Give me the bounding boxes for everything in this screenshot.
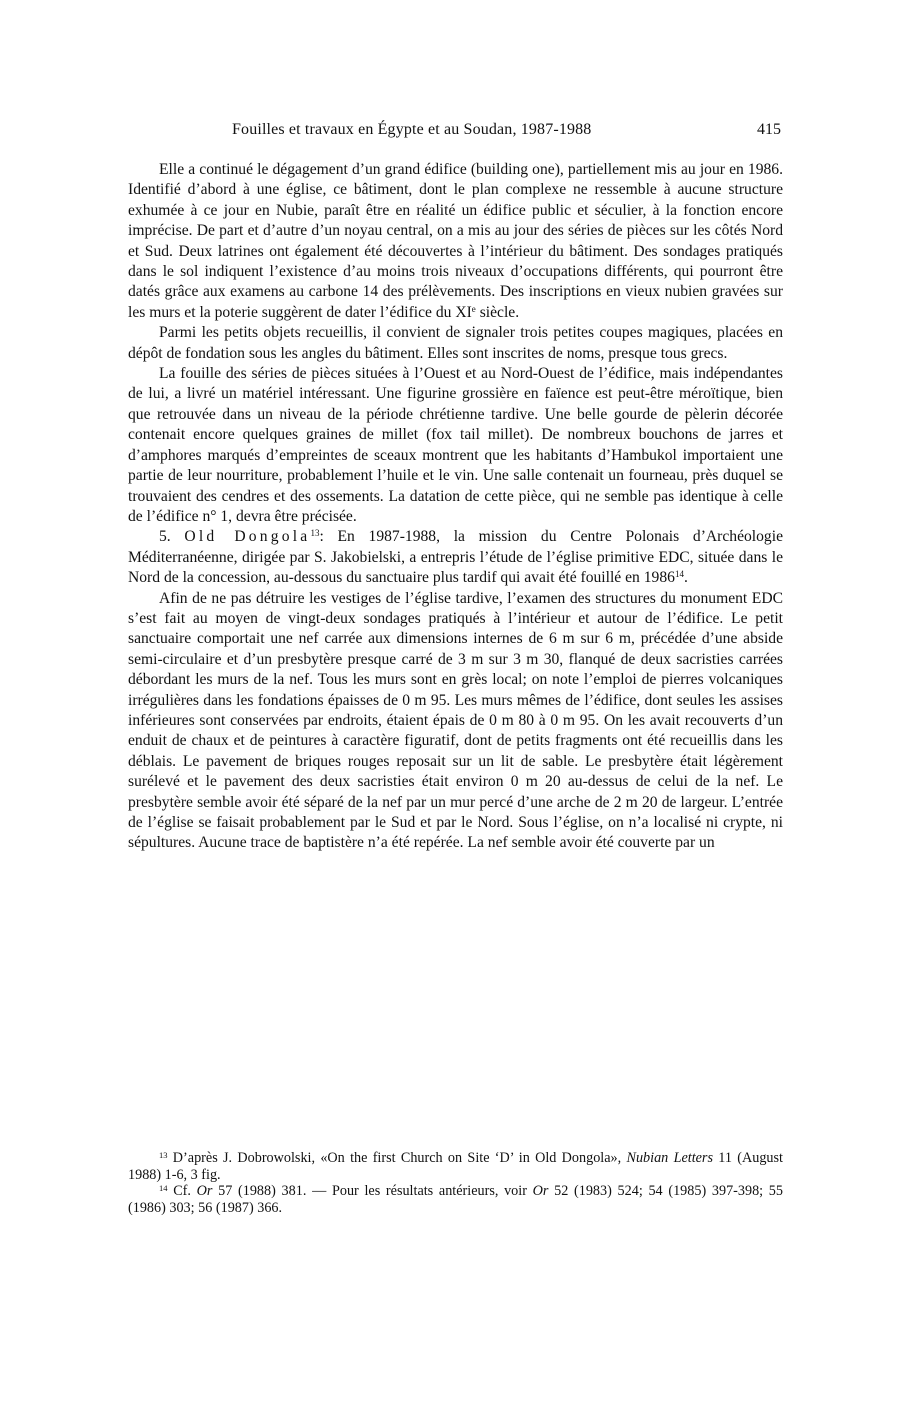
footnote-13: [128, 1150, 783, 1183]
paragraph-text: Elle a continué le dégagement d’un grand édifice (building one), partiellement mis au jour en 1986. Identifié d’abord à une église, ce bâtiment, dont le plan complexe ne ressemble à aucune structure exhumée à ce jour en Nubie, paraît être en réalité un édifice public et séculier, à la fonction encore imprécise. De part et d’autre d’un noyau central, on a mis au jour des séries de pièces sur les côtés Nord et Sud. Deux latrines ont également été découvertes à l’intérieur du bâtiment. Des sondages pratiqués dans le sol indiquent l’existence d’au moins trois niveaux d’occupations différents, qui pourront être datés grâce aux examens au carbone 14 des prélèvements. Des inscriptions en vieux nubien gravées sur les murs et la poterie suggèrent de dater l’édifice du XI: [128, 161, 783, 321]
section-place-heading: Old Dongola: [184, 528, 311, 546]
footnote-ref-14: 14: [674, 569, 684, 580]
footnote-journal-abbrev: Or: [196, 1183, 213, 1199]
footnotes: [128, 1150, 783, 1216]
paragraph-text: : En 1987-1988, la mission du Centre Polonais d’Archéologie Méditerranéenne, dirigée par S. Jakobielski, a entrepris l’étude de l’église primitive EDC, située dans le Nord de la concession, au-dessous du sanctuaire plus tardif qui avait été fouillé en 1986: [128, 528, 783, 587]
body-text: [128, 160, 783, 854]
section-number: 5.: [159, 528, 171, 546]
footnote-number: 13: [159, 1150, 168, 1160]
footnote-journal-abbrev: Or: [532, 1183, 549, 1199]
footnote-text: Cf.: [167, 1183, 197, 1199]
paragraph-west-rooms: La fouille des séries de pièces situées à l’Ouest et au Nord-Ouest de l’édifice, mais indépendantes de lui, a livré un matériel intéressant. Une figurine grossière en faïence est peut-être méroïtique, bien que retrouvée dans un niveau de la période chrétienne tardive. Une belle gourde de pèlerin décorée contenait encore quelques graines de millet (fox tail millet). De nombreux bouchons de jarres et d’amphores marqués d’empreintes de sceaux montrent que les habitants d’Hambukol importaient une partie de leur nourriture, probablement l’huile et le vin. Une salle contenait un fourneau, près duquel se trouvaient des cendres et des ossements. La datation de cette pièce, qui ne semble pas identique à celle de l’édifice n° 1, devra être précisée.: [128, 365, 783, 525]
paragraph-edc-structures: Afin de ne pas détruire les vestiges de l’église tardive, l’examen des structures du monument EDC s’est fait au moyen de vingt-deux sondages pratiqués à l’intérieur et autour de l’édifice. Le petit sanctuaire comportait une nef carrée aux dimensions internes de 6 m sur 6 m, précédée d’une abside semi-circulaire et d’un presbytère presque carré de 3 m sur 3 m 30, flanqué de deux sacristies carrées débordant les murs de la nef. Tous les murs sont en grès local; on note l’emploi de pierres volcaniques irrégulières dans les fondations épaisses de 0 m 95. Les murs mêmes de l’édifice, dont seules les assises inférieures sont conservées par endroits, étaient épais de 0 m 80 à 0 m 95. On les avait recouverts d’un enduit de chaux et de peintures à caractère figuratif, dont de petits fragments ont été recueillis dans les déblais. Le pavement de briques rouges reposait sur un lit de sable. Le presbytère était légèrement surélevé et le pavement des deux sacristies était environ 0 m 20 au-dessus de celui de la nef. Le presbytère semble avoir été séparé de la nef par un mur percé d’une arche de 2 m 20 de largeur. L’entrée de l’église se faisait probablement par le Sud et par le Nord. Sous l’église, on n’a localisé ni crypte, ni sépultures. Aucune trace de baptistère n’a été repérée. La nef semble avoir été couverte par un: [128, 589, 783, 852]
footnote-journal-title: Nubian Letters: [626, 1150, 713, 1166]
superscript-e: e: [471, 303, 476, 314]
paragraph-old-dongola: [128, 527, 783, 588]
paragraph-text: .: [683, 569, 688, 587]
footnote-text: D’après J. Dobrowolski, «On the first Church on Site ‘D’ in Old Dongola»,: [167, 1150, 627, 1166]
footnote-ref-13: 13: [310, 528, 320, 539]
paragraph-text: siècle.: [475, 303, 520, 321]
footnote-text: 52 (1983) 524; 54 (1985) 397-398; 55 (1986) 303; 56 (1987) 366.: [128, 1183, 783, 1216]
footnote-text: 57 (1988) 381. — Pour les résultats antérieurs, voir: [212, 1183, 533, 1199]
running-title: Fouilles et travaux en Égypte et au Soudan, 1987-1988: [232, 121, 592, 138]
footnote-number: 14: [159, 1183, 168, 1193]
running-head: [128, 119, 783, 141]
paragraph-magic-cups: Parmi les petits objets recueillis, il convient de signaler trois petites coupes magiques, placées en dépôt de fondation sous les angles du bâtiment. Elles sont inscrites de noms, presque tous grecs.: [128, 324, 783, 362]
paragraph-building-one: [128, 160, 783, 323]
footnote-text: 11 (August 1988) 1-6, 3 fig.: [128, 1150, 783, 1183]
footnote-14: [128, 1183, 783, 1216]
page-number: 415: [757, 121, 781, 138]
